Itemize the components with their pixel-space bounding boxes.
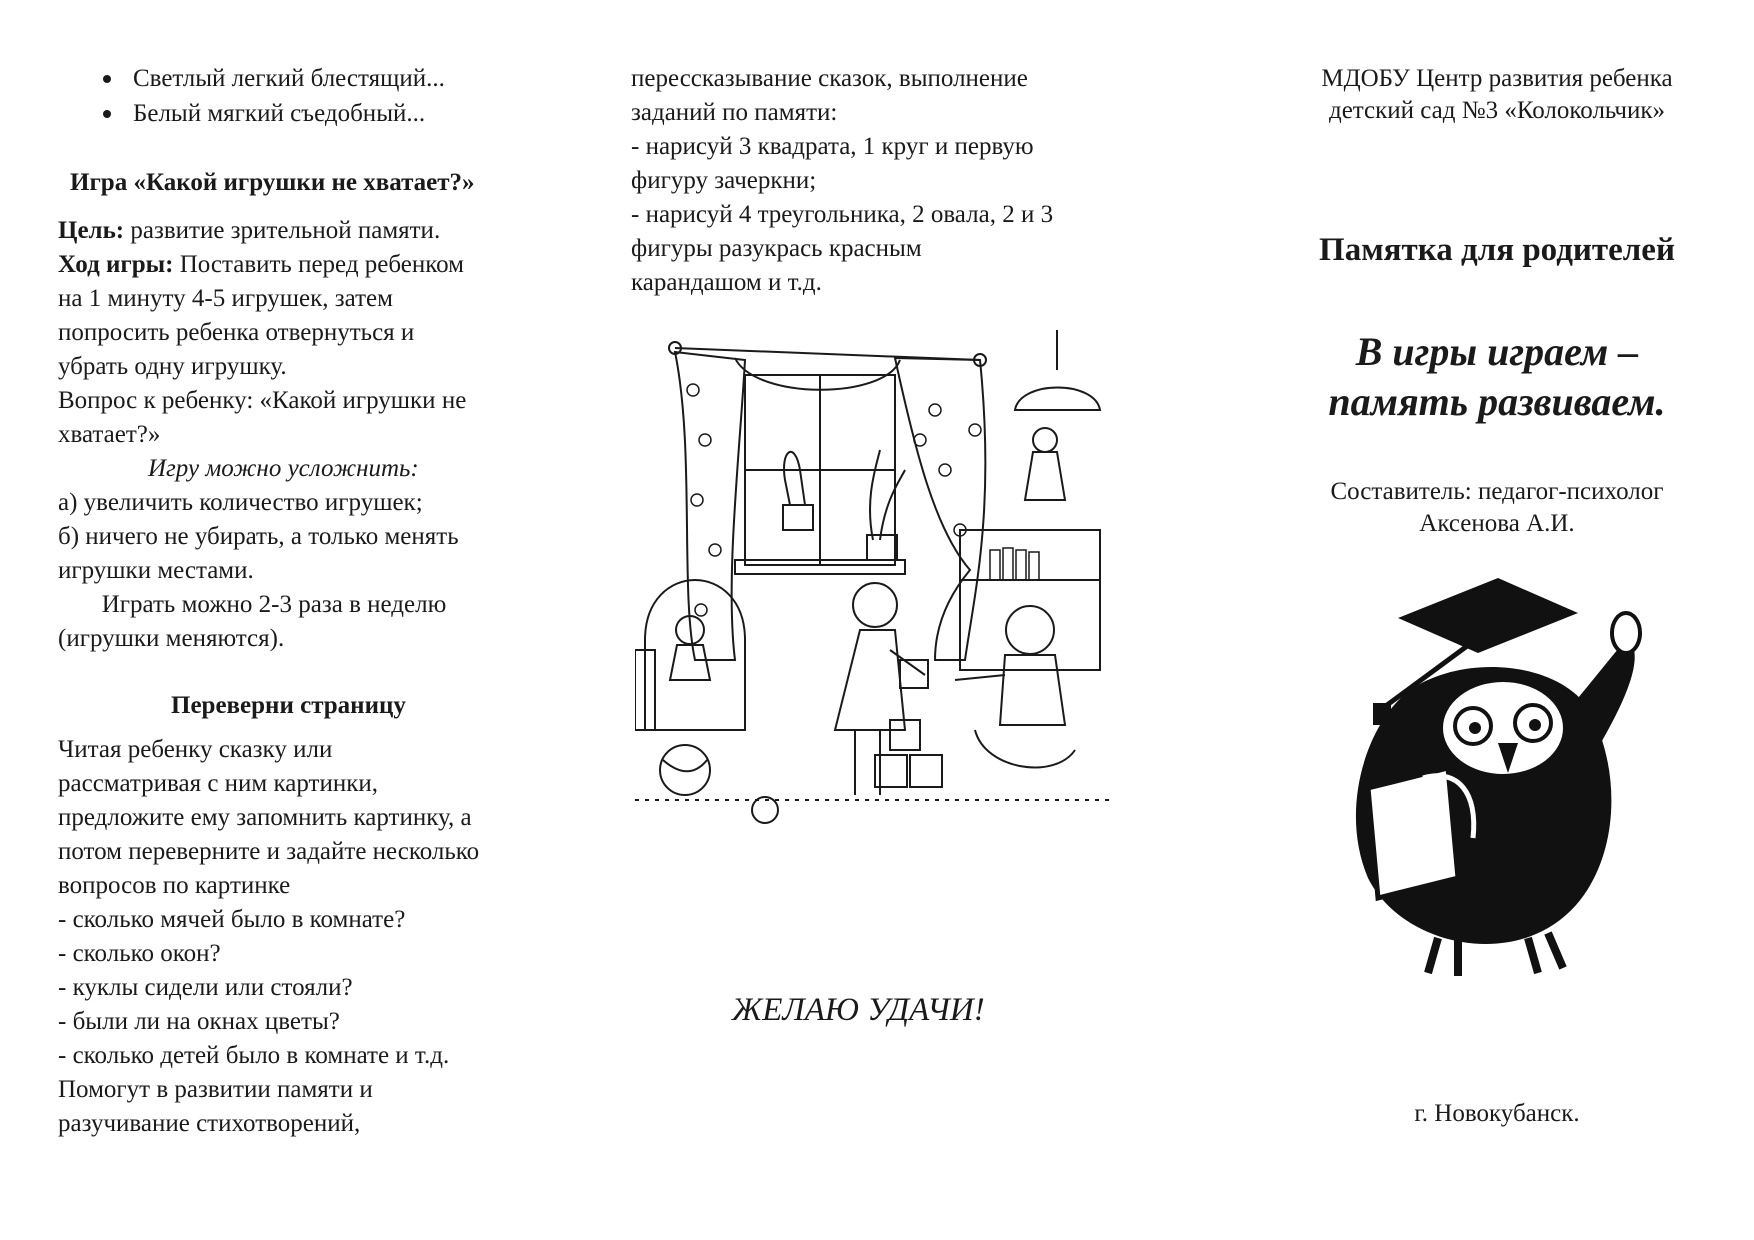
text-line: - нарисуй 3 квадрата, 1 круг и первую xyxy=(631,133,1034,160)
organization-name: МДОБУ Центр развития ребенка xyxy=(1321,65,1673,92)
organization-name: детский сад №3 «Колокольчик» xyxy=(1328,97,1666,124)
text-line: перессказывание сказок, выполнение xyxy=(631,65,1028,92)
author-line: Аксенова А.И. xyxy=(1419,510,1575,537)
process-line xyxy=(58,248,464,282)
text-line: потом переверните и задайте несколько xyxy=(58,838,480,865)
option-line: б) ничего не убирать, а только менять xyxy=(58,523,459,550)
option-line: а) увеличить количество игрушек; xyxy=(58,489,423,516)
text-line: рассматривая с ним картинки, xyxy=(58,770,378,797)
goal-label: Цель: xyxy=(58,217,125,244)
text-line: - нарисуй 4 треугольника, 2 овала, 2 и 3 xyxy=(631,201,1054,228)
complicate-note: Игру можно усложнить: xyxy=(148,455,419,482)
text-line: Читая ребенку сказку или xyxy=(58,736,333,763)
process-label: Ход игры: xyxy=(58,251,174,278)
frequency-line: (игрушки меняются). xyxy=(58,625,285,652)
text-line: Помогут в развитии памяти и xyxy=(58,1076,373,1103)
leaflet-heading: Памятка для родителей xyxy=(1319,232,1675,268)
goal-line xyxy=(58,214,440,248)
leaflet-title: В игры играем – xyxy=(1355,329,1639,374)
bullet-dot xyxy=(103,110,111,118)
frequency-line: Играть можно 2-3 раза в неделю xyxy=(58,591,447,618)
text-line: хватает?» xyxy=(58,421,161,448)
text-line: предложите ему запомнить картинку, а xyxy=(58,804,472,831)
question-line: - сколько детей было в комнате и т.д. xyxy=(58,1042,450,1069)
text-line: заданий по памяти: xyxy=(631,99,838,126)
text-line: на 1 минуту 4-5 игрушек, затем xyxy=(58,285,393,312)
bullet-dot xyxy=(103,75,111,83)
text-line: карандашом и т.д. xyxy=(631,269,822,296)
question-line: - были ли на окнах цветы? xyxy=(58,1008,340,1035)
text-line: фигуру зачеркни; xyxy=(631,167,817,194)
author-line: Составитель: педагог-психолог xyxy=(1330,478,1664,505)
question-line: - куклы сидели или стояли? xyxy=(58,974,353,1001)
question-line: - сколько мячей было в комнате? xyxy=(58,906,406,933)
text-line: вопросов по картинке xyxy=(58,872,291,899)
text-line: попросить ребенка отвернуться и xyxy=(58,319,415,346)
good-luck-wish: ЖЕЛАЮ УДАЧИ! xyxy=(732,992,985,1028)
option-line: игрушки местами. xyxy=(58,557,254,584)
text-line: разучивание стихотворений, xyxy=(58,1110,361,1137)
children-playing-illustration xyxy=(635,330,1120,830)
text-line: Вопрос к ребенку: «Какой игрушки не xyxy=(58,387,467,414)
city-name: г. Новокубанск. xyxy=(1414,1100,1580,1127)
goal-text: развитие зрительной памяти. xyxy=(124,217,441,244)
game2-title: Переверни страницу xyxy=(171,692,406,719)
bullet-item: Белый мягкий съедобный... xyxy=(133,100,426,127)
bullet-item: Светлый легкий блестящий... xyxy=(133,65,445,92)
question-line: - сколько окон? xyxy=(58,940,221,967)
owl-illustration xyxy=(1328,578,1668,978)
process-text: Поставить перед ребенком xyxy=(173,251,464,278)
text-line: фигуры разукрась красным xyxy=(631,235,922,262)
game1-title: Игра «Какой игрушки не хватает?» xyxy=(70,169,475,196)
text-line: убрать одну игрушку. xyxy=(58,353,287,380)
leaflet-title: память развиваем. xyxy=(1328,379,1666,424)
